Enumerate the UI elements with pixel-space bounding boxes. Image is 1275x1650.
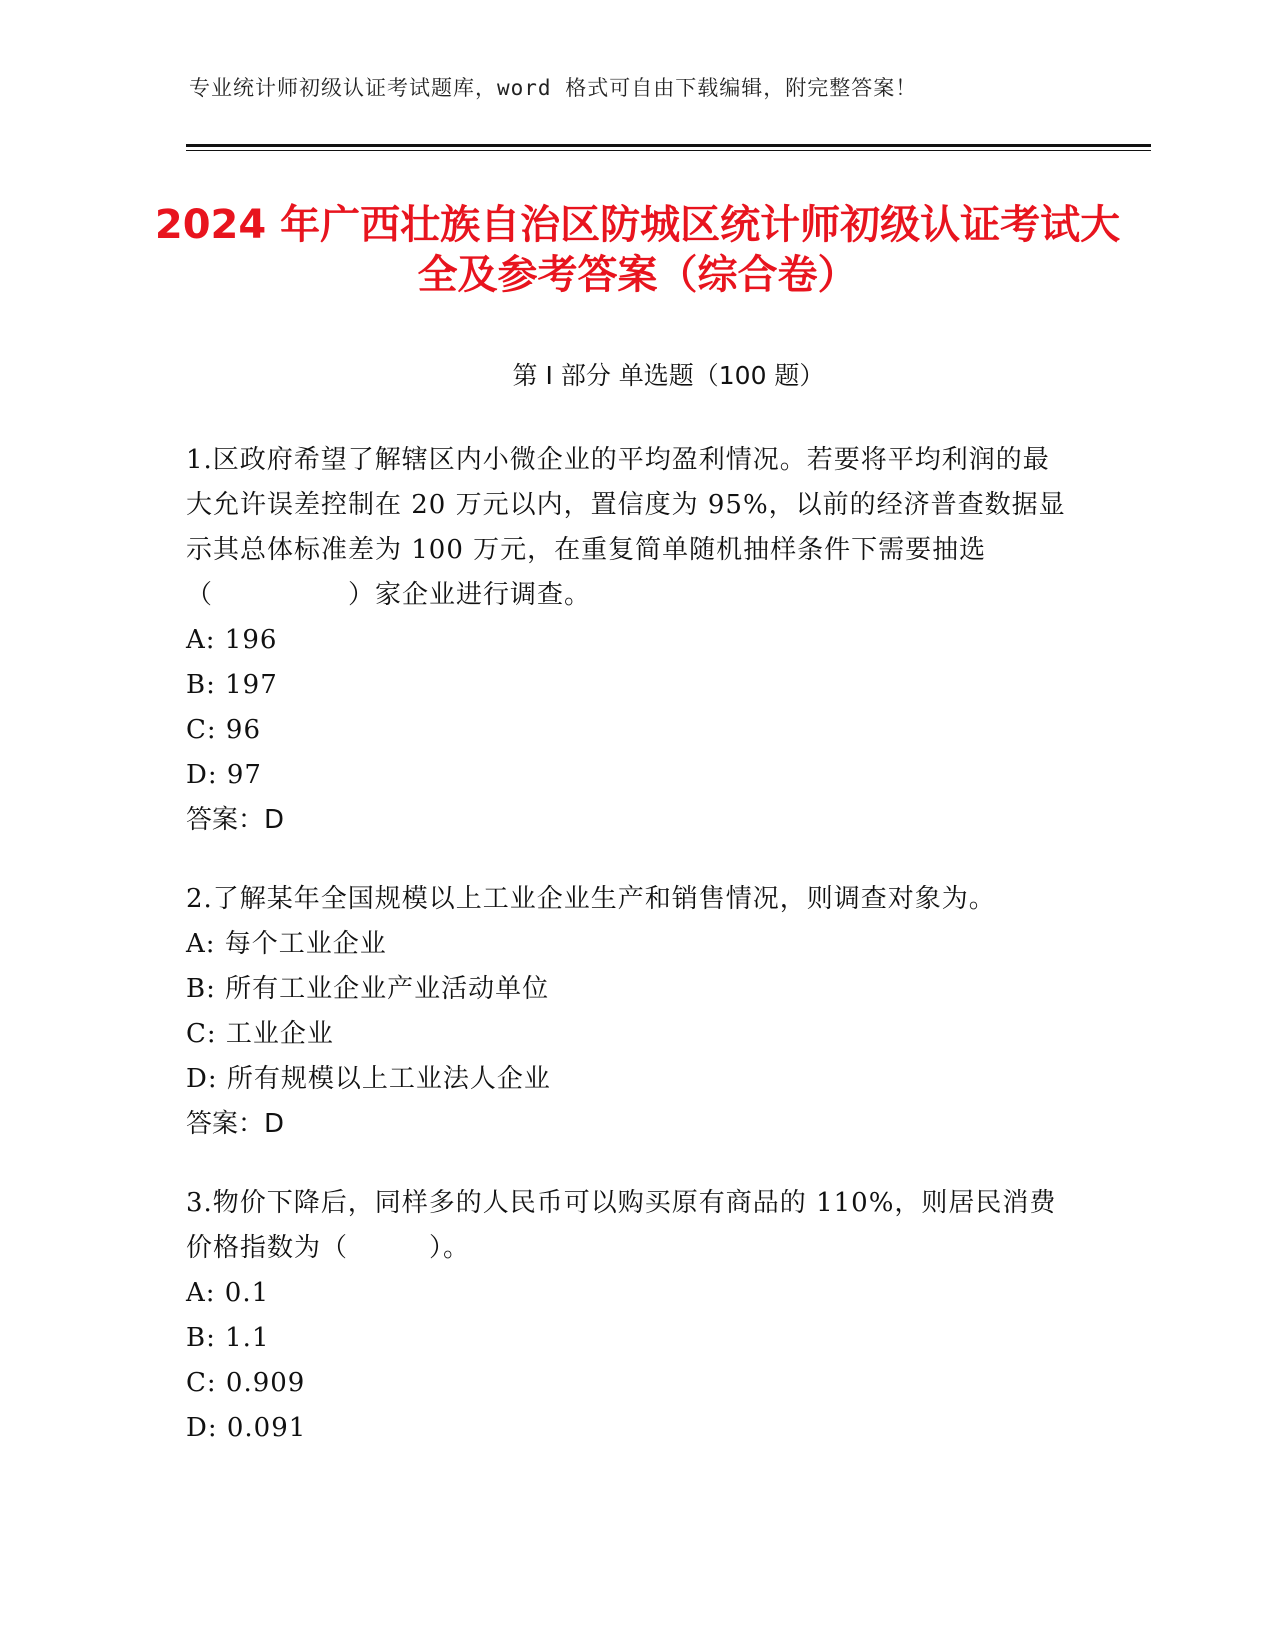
option-c: C: 96 [186,715,262,745]
option-d: D: 0.091 [186,1413,307,1443]
option-b: B: 1.1 [186,1323,270,1353]
header-rule-thick [186,144,1151,147]
header-note: 专业统计师初级认证考试题库，word 格式可自由下载编辑，附完整答案！ [189,76,918,100]
header-rule-thin [186,150,1151,151]
option-b: B: 197 [186,670,278,700]
question-stem: 3.物价下降后，同样多的人民币可以购买原有商品的 110%，则居民消费价格指数为（ ）。 [186,1188,1057,1263]
option-c: C: 0.909 [186,1368,306,1398]
option-d: D: 97 [186,760,262,790]
option-d: D: 所有规模以上工业法人企业 [186,1064,551,1094]
question-3 [186,1181,1076,1451]
question-stem: 2.了解某年全国规模以上工业企业生产和销售情况，则调查对象为。 [186,884,996,914]
option-c: C: 工业企业 [186,1019,334,1049]
answer-line: 答案：D [186,1109,285,1139]
option-a: A: 0.1 [186,1278,270,1308]
question-2 [186,877,1076,1147]
option-a: A: 每个工业企业 [186,929,387,959]
answer-line: 答案：D [186,805,285,835]
question-stem: 1.区政府希望了解辖区内小微企业的平均盈利情况。若要将平均利润的最大允许误差控制在 20 万元以内，置信度为 95%，以前的经济普查数据显示其总体标准差为 100 万元，在重复简单随机抽样条件下需要抽选（ ）家企业进行调查。 [186,445,1066,610]
option-b: B: 所有工业企业产业活动单位 [186,974,550,1004]
document-title: 2024 年广西壮族自治区防城区统计师初级认证考试大全及参考答案（综合卷） [154,202,1121,298]
section-heading: 第 I 部分 单选题（100 题） [512,361,825,390]
option-a: A: 196 [186,625,278,655]
question-list [186,438,1076,1485]
question-1 [186,438,1076,843]
